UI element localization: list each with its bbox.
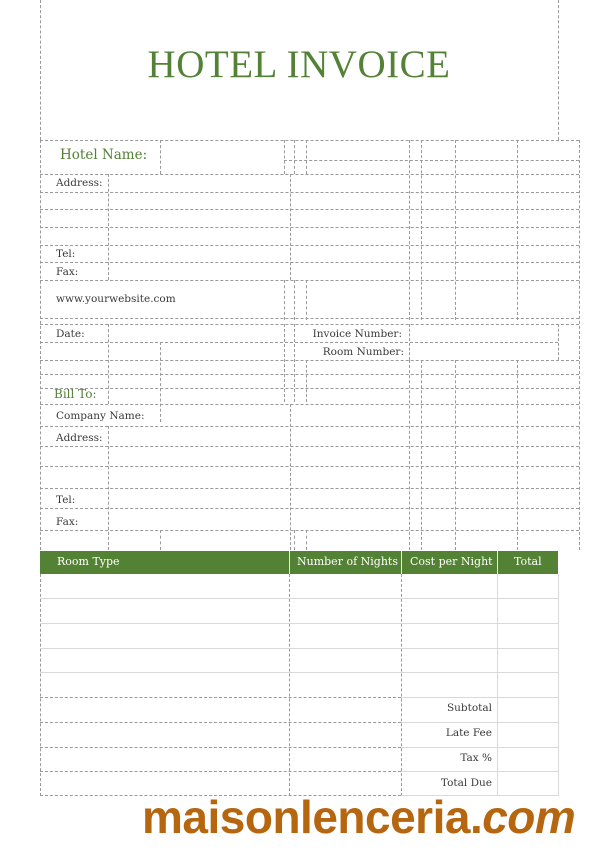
invoice-title: HOTEL INVOICE bbox=[147, 43, 451, 86]
grid-line bbox=[160, 140, 161, 174]
header-divider bbox=[289, 551, 290, 574]
grid-line bbox=[40, 209, 579, 210]
table-row bbox=[401, 697, 558, 698]
grid-line bbox=[40, 174, 579, 175]
bill-to-label: Bill To: bbox=[54, 387, 97, 401]
table-row bbox=[40, 648, 558, 649]
grid-line bbox=[40, 318, 579, 319]
grid-line bbox=[40, 192, 579, 193]
grid-line bbox=[455, 140, 456, 320]
grid-line bbox=[40, 466, 579, 467]
subtotal-label: Subtotal bbox=[446, 702, 492, 714]
grid-line bbox=[284, 140, 285, 174]
table-row bbox=[40, 722, 401, 723]
bill-tel-label: Tel: bbox=[56, 494, 76, 506]
watermark-tld: com bbox=[482, 791, 576, 843]
grid-line bbox=[306, 140, 307, 174]
grid-line bbox=[284, 324, 285, 402]
grid-line bbox=[40, 374, 579, 375]
table-row bbox=[40, 623, 558, 624]
website-link[interactable]: www.yourwebsite.com bbox=[56, 293, 176, 305]
grid-line bbox=[306, 530, 307, 550]
tel-label: Tel: bbox=[56, 248, 76, 260]
table-line bbox=[40, 574, 41, 796]
watermark-name: maisonlenceria bbox=[142, 791, 470, 843]
grid-line bbox=[40, 245, 579, 246]
grid-line bbox=[409, 360, 410, 550]
hotel-name-label: Hotel Name: bbox=[60, 147, 148, 163]
grid-line bbox=[409, 140, 410, 320]
address-label: Address: bbox=[56, 177, 103, 189]
grid-line bbox=[306, 280, 307, 320]
grid-line bbox=[284, 160, 579, 161]
grid-line bbox=[455, 360, 456, 550]
grid-line bbox=[579, 140, 580, 550]
grid-line bbox=[40, 227, 579, 228]
table-line bbox=[558, 574, 559, 796]
grid-line bbox=[40, 360, 579, 361]
grid-line bbox=[40, 342, 558, 343]
company-name-label: Company Name: bbox=[56, 410, 145, 422]
table-row bbox=[40, 771, 401, 772]
table-line bbox=[289, 574, 290, 796]
grid-line bbox=[294, 140, 295, 174]
grid-line bbox=[40, 404, 579, 405]
grid-line bbox=[40, 324, 579, 325]
header-divider bbox=[497, 551, 498, 574]
grid-line bbox=[40, 388, 579, 389]
grid-line bbox=[284, 280, 285, 320]
table-row bbox=[40, 672, 558, 673]
title-frame-right bbox=[558, 0, 559, 140]
col-cost-per-night: Cost per Night bbox=[410, 555, 493, 568]
grid-line bbox=[40, 140, 579, 141]
grid-line bbox=[40, 488, 579, 489]
table-line bbox=[497, 574, 498, 796]
grid-line bbox=[517, 140, 518, 320]
items-table-header bbox=[40, 551, 558, 574]
invoice-number-label: Invoice Number: bbox=[312, 328, 402, 340]
site-watermark bbox=[142, 790, 575, 844]
late-fee-label: Late Fee bbox=[445, 727, 492, 739]
grid-line bbox=[40, 530, 579, 531]
grid-line bbox=[421, 140, 422, 320]
col-room-type: Room Type bbox=[57, 555, 120, 568]
watermark-dot: . bbox=[469, 791, 483, 843]
date-label: Date: bbox=[56, 328, 85, 340]
grid-line bbox=[160, 342, 161, 422]
table-row bbox=[401, 722, 558, 723]
grid-line bbox=[517, 360, 518, 550]
grid-line bbox=[160, 530, 161, 550]
table-row bbox=[40, 697, 401, 698]
tax-label: Tax % bbox=[460, 752, 492, 764]
total-due-label: Total Due bbox=[440, 777, 492, 789]
table-row bbox=[40, 747, 401, 748]
grid-line bbox=[294, 530, 295, 550]
grid-line bbox=[40, 262, 579, 263]
grid-line bbox=[558, 324, 559, 360]
grid-line bbox=[40, 280, 579, 281]
grid-line bbox=[421, 360, 422, 550]
grid-line bbox=[40, 446, 579, 447]
col-number-of-nights: Number of Nights bbox=[297, 555, 398, 568]
table-row bbox=[401, 771, 558, 772]
bill-fax-label: Fax: bbox=[56, 516, 79, 528]
grid-line bbox=[108, 324, 109, 404]
col-total: Total bbox=[514, 555, 542, 568]
header-divider bbox=[401, 551, 402, 574]
bill-address-label: Address: bbox=[56, 432, 103, 444]
grid-line bbox=[294, 280, 295, 320]
table-row bbox=[401, 747, 558, 748]
table-row bbox=[40, 598, 558, 599]
room-number-label: Room Number: bbox=[322, 346, 404, 358]
fax-label: Fax: bbox=[56, 266, 79, 278]
grid-line bbox=[306, 360, 307, 402]
grid-line bbox=[40, 426, 579, 427]
grid-line bbox=[40, 508, 579, 509]
